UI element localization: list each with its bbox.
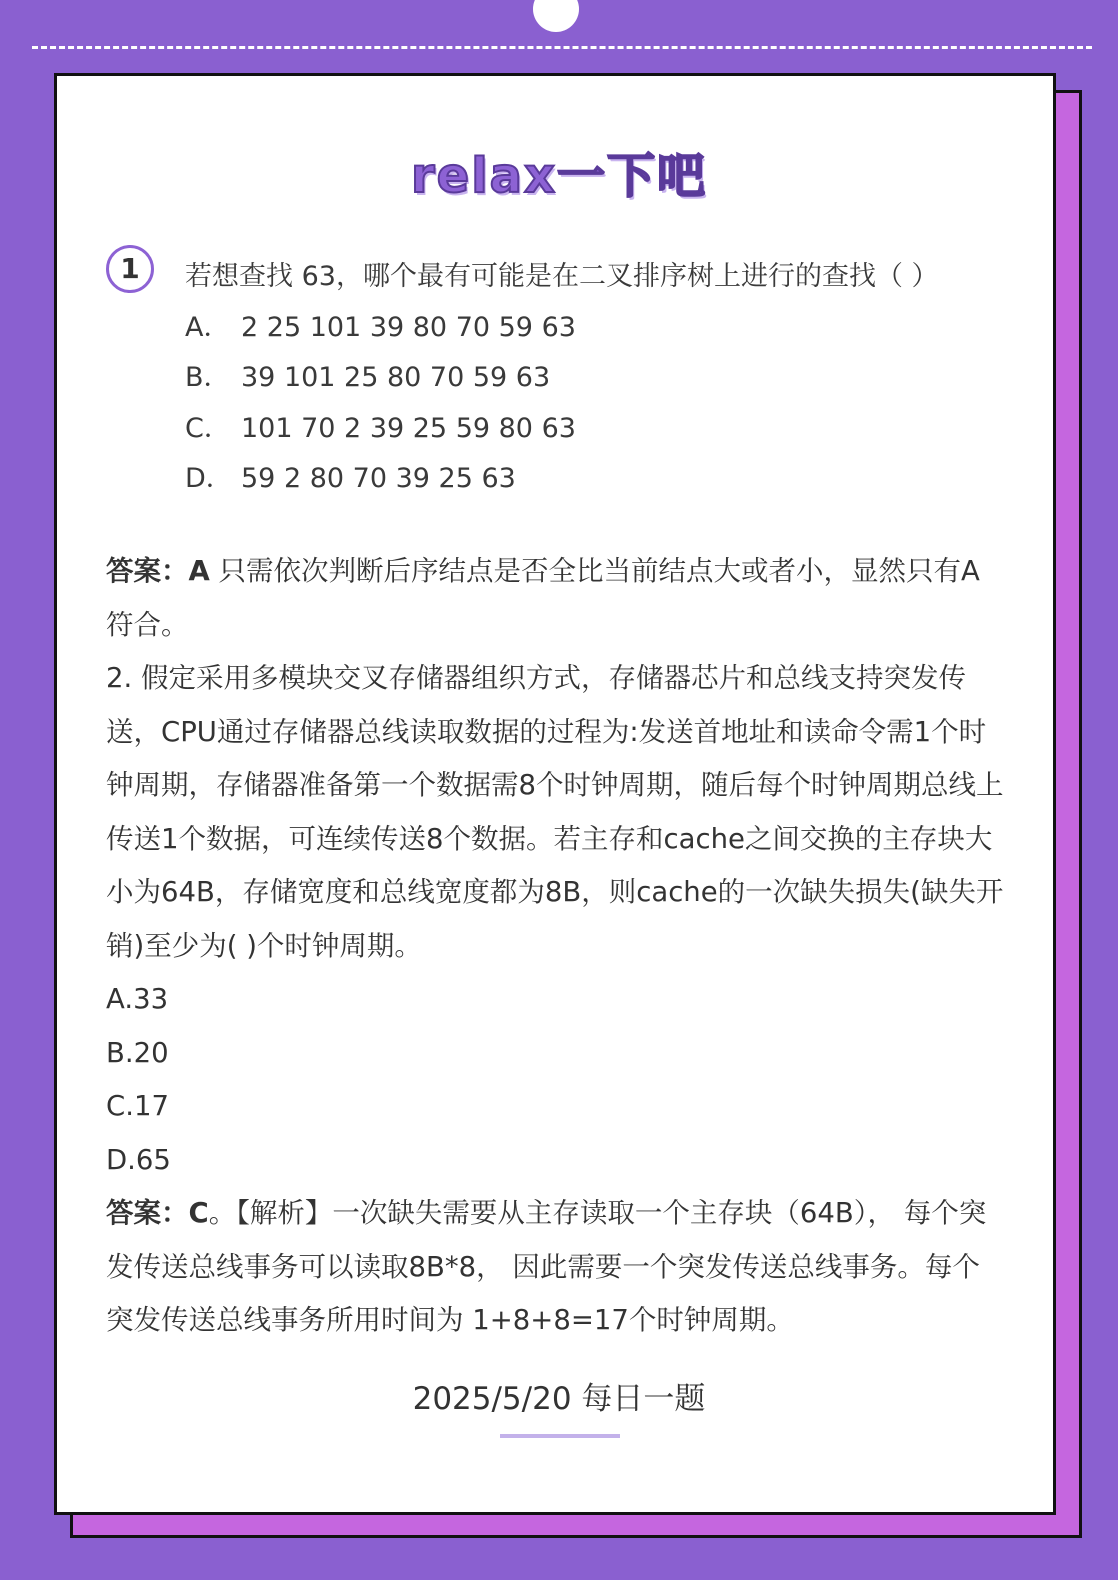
option-letter: A． <box>185 311 231 343</box>
answer-label: 答案：C <box>106 1197 209 1229</box>
answer-value: A <box>188 555 210 587</box>
footer-underline <box>500 1434 620 1438</box>
question-1-option-d <box>185 454 1005 505</box>
option-text: 101 70 2 39 25 59 80 63 <box>241 412 576 444</box>
footer-date: 2025/5/20 每日一题 <box>412 1381 706 1417</box>
answer-explanation: 只需依次判断后序结点是否全比当前结点大或者小，显然只有A符合。 <box>106 555 980 641</box>
option-text: 39 101 25 80 70 59 63 <box>241 362 551 393</box>
option-text: 59 2 80 70 39 25 63 <box>241 463 516 494</box>
answer-label: 答案： <box>106 555 189 587</box>
question-2-option-a: A.33 <box>106 983 169 1015</box>
question-2-stem: 2. 假定采用多模块交叉存储器组织方式，存储器芯片和总线支持突发传送，CPU通过存储器总线读取数据的过程为:发送首地址和读命令需1个时钟周期，存储器准备第一个数据需8个时钟周期，随后每个时钟周期总线上传送1个数据，可连续传送8个数据。若主存和cache之间交换的主存块大小为64B，存储宽度和总线宽度都为8B，则cache的一次缺失损失(缺失开销)至少为( )个时钟周期。 <box>106 662 1004 962</box>
question-1-option-a <box>185 303 1005 354</box>
question-2-answer <box>106 1187 1006 1348</box>
question-1-option-b <box>185 353 1005 404</box>
content-body <box>106 545 1006 1348</box>
question-number-badge: 1 <box>106 245 154 293</box>
question-1 <box>185 252 1005 505</box>
question-1-option-c <box>185 404 1005 455</box>
option-letter: B． <box>185 362 231 393</box>
option-letter: D． <box>185 463 233 494</box>
top-punch-hole <box>533 0 579 32</box>
option-text: 2 25 101 39 80 70 59 63 <box>241 311 576 343</box>
option-letter: C． <box>185 412 231 444</box>
question-1-answer <box>106 545 1006 652</box>
page-title: relax一下吧 <box>410 148 708 204</box>
question-2-option-b: B.20 <box>106 1036 169 1069</box>
answer-explanation: 。【解析】一次缺失需要从主存读取一个主存块（64B）， 每个突发传送总线事务可以读取8B*8， 因此需要一个突发传送总线事务。每个突发传送总线事务所用时间为 1+8+8=17个时钟周期。 <box>106 1197 987 1336</box>
question-2-option-d: D.65 <box>106 1143 171 1176</box>
dashed-tear-line <box>32 46 1092 49</box>
question-2-option-c: C.17 <box>106 1090 169 1122</box>
question-1-stem: 若想查找 63，哪个最有可能是在二叉排序树上进行的查找（ ） <box>185 261 939 292</box>
